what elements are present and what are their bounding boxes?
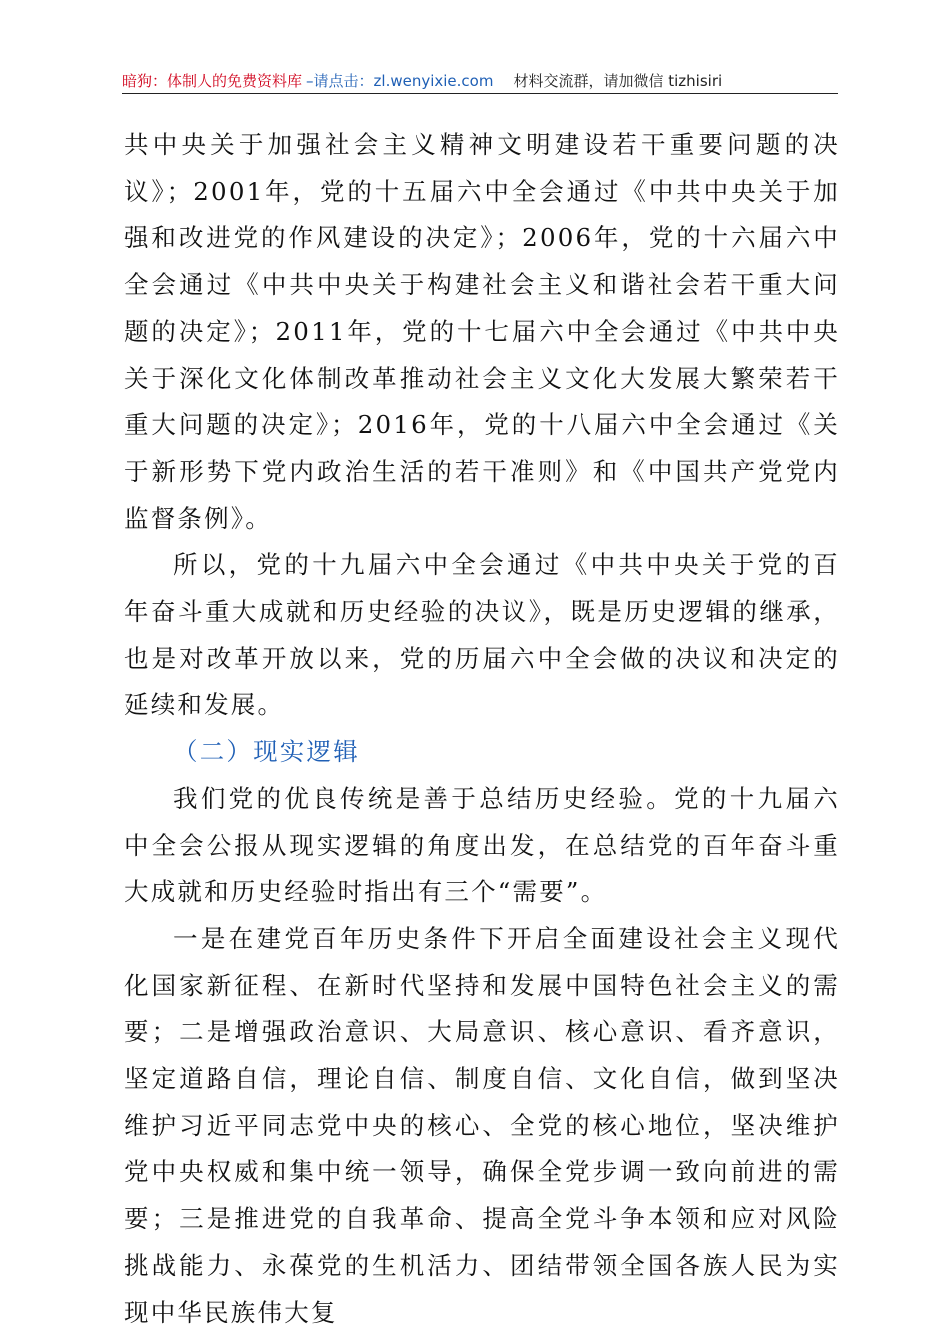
paragraph: 所以，党的十九届六中全会通过《中共中央关于党的百年奋斗重大成就和历史经验的决议》，既是历史逻辑的继承，也是对改革开放以来，党的历届六中全会做的决议和决定的延续和发展。 xyxy=(124,550,840,720)
page-header xyxy=(122,68,838,94)
section-heading: （二）现实逻辑 xyxy=(173,737,360,767)
header-link[interactable] xyxy=(306,70,493,91)
paragraph: 一是在建党百年历史条件下开启全面建设社会主义现代化国家新征程、在新时代坚持和发展中国特色社会主义的需要；二是增强政治意识、大局意识、核心意识、看齐意识，坚定道路自信，理论自信、制度自信、文化自信，做到坚决维护习近平同志党中央的核心、全党的核心地位，坚决维护党中央权威和集中统一领导，确保全党步调一致向前进的需要；三是推进党的自我革命、提高全党斗争本领和应对风险挑战能力、永葆党的生机活力、团结带领全国各族人民为实现中华民族伟大复 xyxy=(124,923,840,1327)
header-url[interactable]: zl.wenyixie.com xyxy=(373,72,494,90)
header-site-name: 暗狗：体制人的免费资料库 xyxy=(122,72,303,90)
document-body xyxy=(124,122,840,1336)
header-group-note: 材料交流群，请加微信 tizhisiri xyxy=(513,72,723,90)
paragraph-continued: 共中央关于加强社会主义精神文明建设若干重要问题的决议》；2001年，党的十五届六中全会通过《中共中央关于加强和改进党的作风建设的决定》；2006年，党的十六届六中全会通过《中共中央关于构建社会主义和谐社会若干重大问题的决定》；2011年，党的十七届六中全会通过《中共中央关于深化文化体制改革推动社会主义文化大发展大繁荣若干重大问题的决定》；2016年，党的十八届六中全会通过《关于新形势下党内政治生活的若干准则》和《中国共产党党内监督条例》。 xyxy=(124,130,840,533)
header-click-prompt: –请点击： xyxy=(306,72,374,90)
paragraph: 我们党的优良传统是善于总结历史经验。党的十九届六中全会公报从现实逻辑的角度出发，在总结党的百年奋斗重大成就和历史经验时指出有三个“需要”。 xyxy=(124,783,840,907)
